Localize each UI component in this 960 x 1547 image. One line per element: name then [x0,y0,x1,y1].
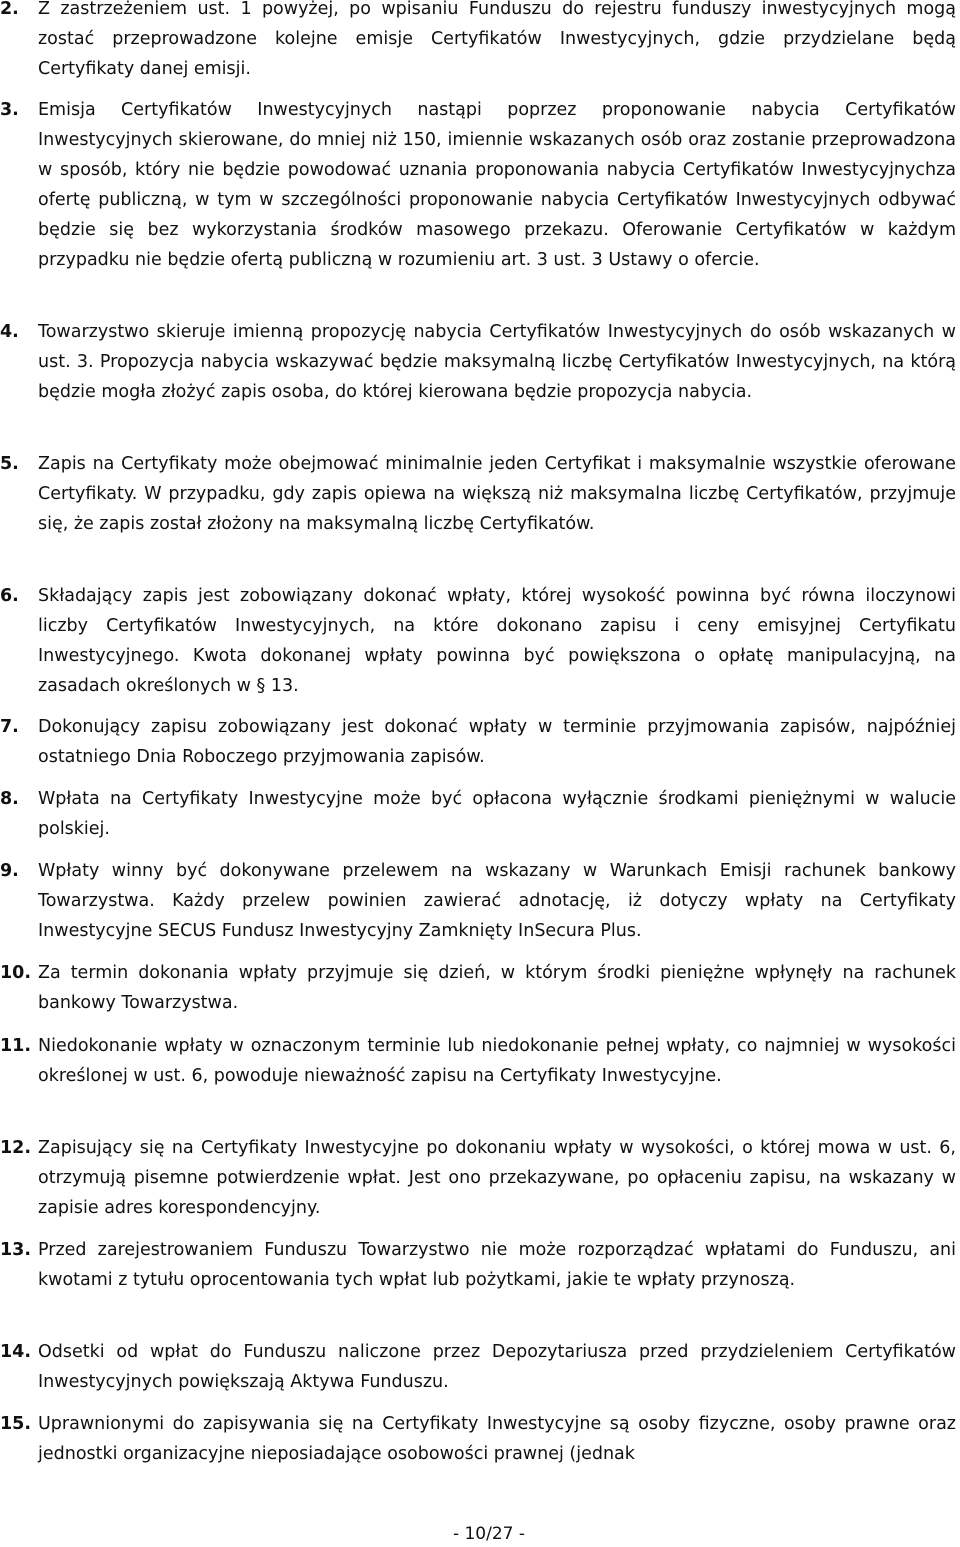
item-text: Składający zapis jest zobowiązany dokonać wpłaty, której wysokość powinna być równa iloczynowi liczby Certyfikatów Inwestycyjnych, na które dokonano zapisu i ceny emisyjnej Certyfikatu Inwestycyjnego. Kwota dokonanej wpłaty powinna być powiększona o opłatę manipulacyjną, na zasadach określonych w § 13. [38,586,956,696]
list-item-13 [0,1235,956,1295]
list-item-5 [0,449,956,539]
item-text: Wpłata na Certyfikaty Inwestycyjne może być opłacona wyłącznie środkami pieniężnymi w walucie polskiej. [38,789,956,839]
item-text: Odsetki od wpłat do Funduszu naliczone przez Depozytariusza przed przydzieleniem Certyfikatów Inwestycyjnych powiększają Aktywa Funduszu. [38,1342,956,1392]
item-number: 12. [0,1138,32,1158]
page-number: - 10/27 - [452,1524,526,1544]
item-number: 2. [0,0,19,19]
list-item-6 [0,581,956,701]
item-number: 11. [0,1036,32,1056]
item-text: Wpłaty winny być dokonywane przelewem na wskazany w Warunkach Emisji rachunek bankowy Towarzystwa. Każdy przelew powinien zawierać adnotację, iż dotyczy wpłaty na Certyfikaty Inwestycyjne SECUS Fundusz Inwestycyjny Zamknięty InSecura Plus. [38,861,956,941]
item-text: Zapisujący się na Certyfikaty Inwestycyjne po dokonaniu wpłaty w wysokości, o której mowa w ust. 6, otrzymują pisemne potwierdzenie wpłat. Jest ono przekazywane, po opłaceniu zapisu, na wskazany w zapisie adres korespondencyjny. [38,1138,956,1218]
item-text: Za termin dokonania wpłaty przyjmuje się dzień, w którym środki pieniężne wpłynęły na rachunek bankowy Towarzystwa. [38,963,956,1013]
list-item-9 [0,856,956,946]
list-item-3 [0,95,956,275]
item-number: 8. [0,789,19,809]
item-number: 4. [0,322,19,342]
item-text: Towarzystwo skieruje imienną propozycję nabycia Certyfikatów Inwestycyjnych do osób wskazanych w ust. 3. Propozycja nabycia wskazywać będzie maksymalną liczbę Certyfikatów Inwestycyjnych, na którą będzie mogła złożyć zapis osoba, do której kierowana będzie propozycja nabycia. [38,322,956,402]
list-item-12 [0,1133,956,1223]
list-item-4 [0,317,956,407]
item-number: 10. [0,963,32,983]
list-item-7 [0,712,956,772]
item-number: 7. [0,717,19,737]
list-item-10 [0,958,956,1018]
item-text: Emisja Certyfikatów Inwestycyjnych nastąpi poprzez proponowanie nabycia Certyfikatów Inwestycyjnych skierowane, do mniej niż 150, imiennie wskazanych osób oraz zostanie przeprowadzona w sposób, który nie będzie powodować uznania proponowania nabycia Certyfikatów Inwestycyjnychza ofertę publiczną, w tym w szczególności proponowanie nabycia Certyfikatów Inwestycyjnych odbywać będzie się bez wykorzystania środków masowego przekazu. Oferowanie Certyfikatów w każdym przypadku nie będzie ofertą publiczną w rozumieniu art. 3 ust. 3 Ustawy o ofercie. [38,100,956,270]
item-number: 6. [0,586,19,606]
item-number: 13. [0,1240,32,1260]
item-number: 9. [0,861,19,881]
list-item-14 [0,1337,956,1397]
item-text: Przed zarejestrowaniem Funduszu Towarzystwo nie może rozporządzać wpłatami do Funduszu, ani kwotami z tytułu oprocentowania tych wpłat lub pożytkami, jakie te wpłaty przynoszą. [38,1240,956,1290]
list-item-8 [0,784,956,844]
item-text: Niedokonanie wpłaty w oznaczonym terminie lub niedokonanie pełnej wpłaty, co najmniej w wysokości określonej w ust. 6, powoduje nieważność zapisu na Certyfikaty Inwestycyjne. [38,1036,956,1086]
item-number: 5. [0,454,19,474]
item-number: 3. [0,100,19,120]
item-number: 14. [0,1342,32,1362]
item-text: Zapis na Certyfikaty może obejmować minimalnie jeden Certyfikat i maksymalnie wszystkie oferowane Certyfikaty. W przypadku, gdy zapis opiewa na większą niż maksymalna liczbę Certyfikatów, przyjmuje się, że zapis został złożony na maksymalną liczbę Certyfikatów. [38,454,956,534]
item-text: Dokonujący zapisu zobowiązany jest dokonać wpłaty w terminie przyjmowania zapisów, najpóźniej ostatniego Dnia Roboczego przyjmowania zapisów. [38,717,956,767]
item-text: Z zastrzeżeniem ust. 1 powyżej, po wpisaniu Funduszu do rejestru funduszy inwestycyjnych mogą zostać przeprowadzone kolejne emisje Certyfikatów Inwestycyjnych, gdzie przydzielane będą Certyfikaty danej emisji. [38,0,956,79]
list-item-15 [0,1409,956,1469]
list-item-11 [0,1031,956,1091]
item-number: 15. [0,1414,32,1434]
item-text: Uprawnionymi do zapisywania się na Certyfikaty Inwestycyjne są osoby fizyczne, osoby prawne oraz jednostki organizacyjne nieposiadające osobowości prawnej (jednak [38,1414,956,1464]
list-item-2 [0,0,956,84]
